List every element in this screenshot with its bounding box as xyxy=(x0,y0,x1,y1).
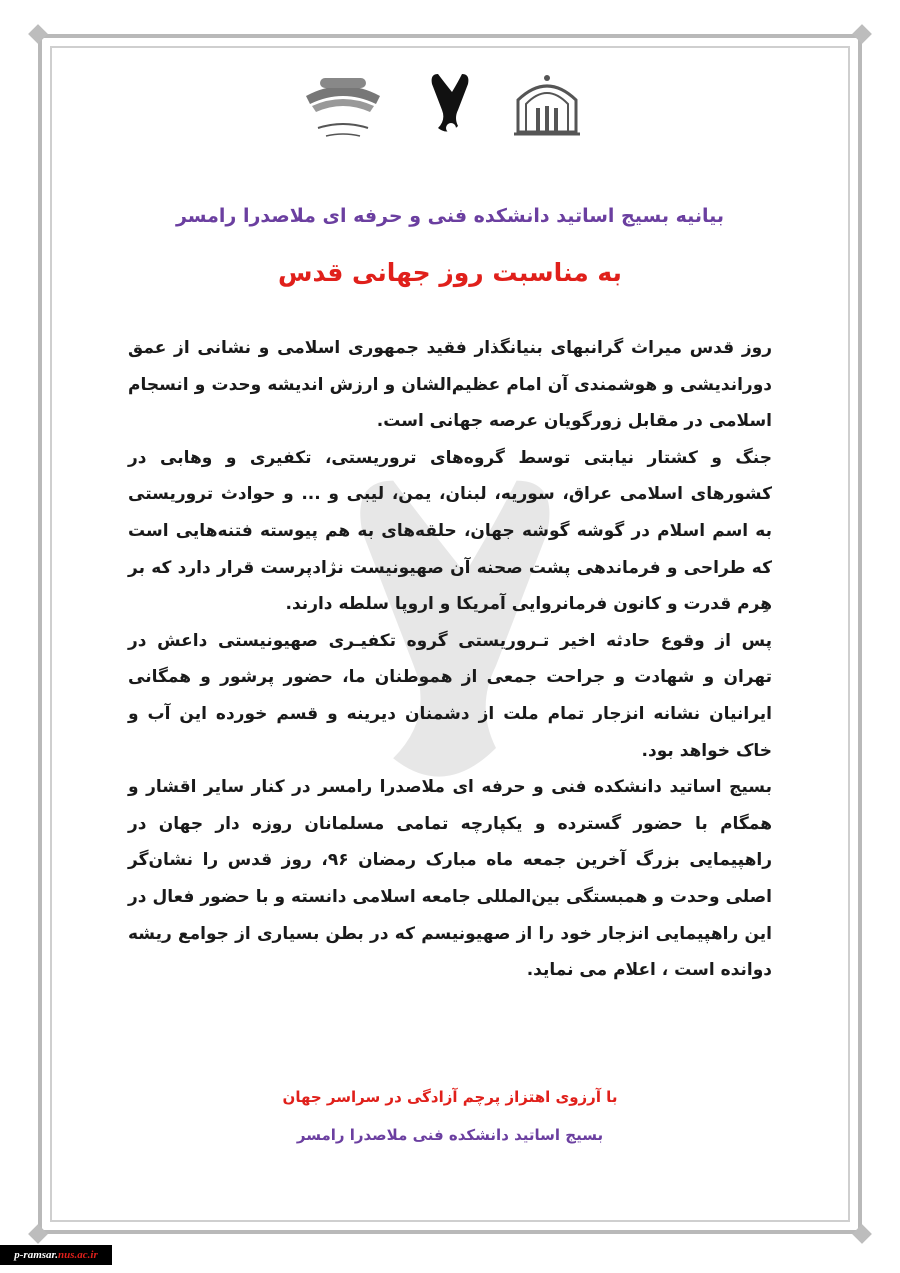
statement-title: بیانیه بسیج اساتید دانشکده فنی و حرفه ای ملاصدرا رامسر xyxy=(175,205,725,227)
footer-url-domain: nus.ac.ir xyxy=(57,1249,98,1261)
basij-asatid-logo xyxy=(298,70,388,145)
signature: بسیج اساتید دانشکده فنی ملاصدرا رامسر xyxy=(296,1126,604,1144)
university-emblem-logo xyxy=(428,70,474,140)
footer-url-tag[interactable] xyxy=(0,1245,112,1265)
gate-logo xyxy=(512,70,582,140)
body-paragraph: روز قدس میراث گرانبهای بنیانگذار فقید جمهوری اسلامی و نشانی از عمق دوراندیشی و هوشمندی آن امام عظیم‌الشان و ارزش اندیشه وحدت و انسجام اسلامی در مقابل زورگویان عرصه جهانی است. xyxy=(128,338,772,432)
statement-body xyxy=(128,330,772,989)
body-paragraph: جنگ و کشتار نیابتی توسط گروه‌های تروریستی، تکفیری و وهابی در کشورهای اسلامی عراق، سوریه، لبنان، یمن، لیبی و ... و حوادث تروریستی به اسم اسلام در گوشه گوشه جهان، حلقه‌های به هم پیوسته فتنه‌هایی است که طراحی و فرماندهی پشت صحنه آن صهیونیست نژادپرست قرار دارد که بر هِرم قدرت و کانون فرمانروایی آمریکا و اروپا سلطه دارند. xyxy=(128,447,772,615)
logo-row xyxy=(0,70,900,150)
body-paragraph: بسیج اساتید دانشکده فنی و حرفه ای ملاصدرا رامسر در کنار سایر اقشار و همگام با حضور گسترده و یکپارچه تمامی مسلمانان روزه دار جهان در راهپیمایی بزرگ آخرین جمعه ماه مبارک رمضان ۹۶، روز قدس را نشان‌گر اصلی وحدت و همبستگی بین‌المللی جامعه اسلامی دانسته و با حضور فعال در این راهپیمایی انزجار خود را از صهیونیسم که در بطن بسیاری از جوامع ریشه دوانده است ، اعلام می نماید. xyxy=(128,777,772,981)
statement-subtitle: به مناسبت روز جهانی قدس xyxy=(278,258,622,287)
footer-url-prefix: p-ramsar. xyxy=(14,1249,58,1261)
body-paragraph: پس از وقوع حادثه اخیر تـروریستی گروه تکفیـری صهیونیستی داعش در تهران و شهادت و جراحت جمعی از هموطنان ما، حضور پرشور و همگانی ایرانیان نشانه انزجار تمام ملت از دشمنان دیرینه و قسم خورده این آب و خاک خواهد بود. xyxy=(128,630,772,761)
closing-wish: با آرزوی اهتزاز پرچم آزادگی در سراسر جهان xyxy=(282,1088,618,1106)
